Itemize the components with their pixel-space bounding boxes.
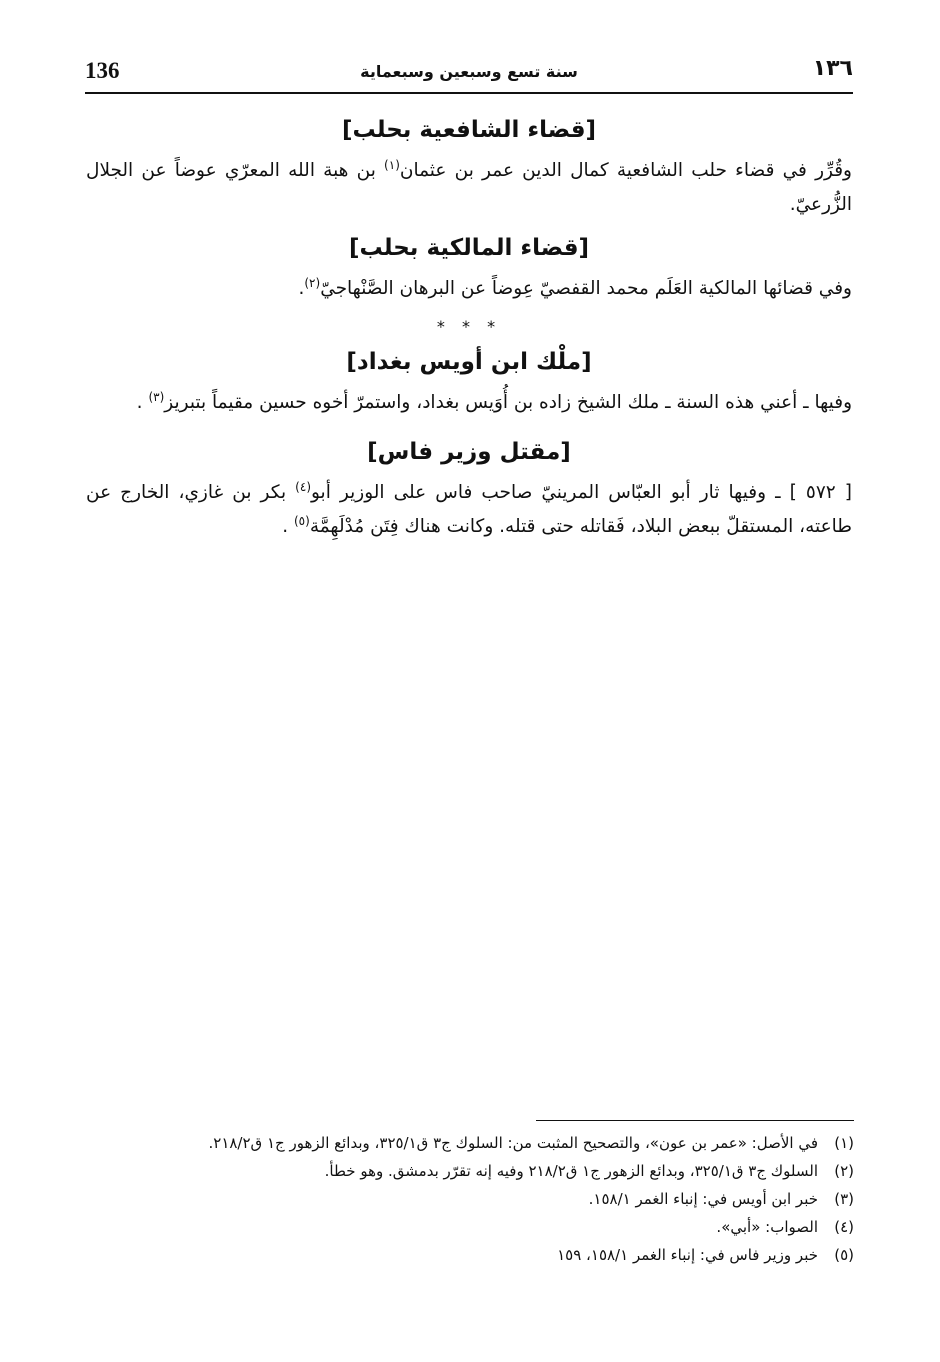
footnote-text: خبر وزير فاس في: إنباء الغمر ١٥٨/١، ١٥٩ [557, 1246, 818, 1264]
page-number-arabic: ١٣٦ [812, 56, 853, 81]
section-title: [مقتل وزير فاس] [367, 439, 571, 465]
section-separator: * * * [436, 317, 502, 336]
footnote-number: (٢) [834, 1162, 854, 1180]
footnote-number: (١) [834, 1134, 854, 1152]
paragraph: وقُرِّر في قضاء حلب الشافعية كمال الدين عمر بن عثمان$^{(١)}$ بن هبة الله المعرّي عوضاً عن الجلال الزُّرعيّ. [86, 157, 852, 215]
footnote-text: خبر ابن أويس في: إنباء الغمر ١٥٨/١. [588, 1190, 818, 1208]
section-shafii-judge [86, 112, 852, 222]
footnotes [86, 1130, 854, 1270]
paragraph: وفيها ـ أعني هذه السنة ـ ملك الشيخ زاده بن أُوَيس بغداد، واستمرّ أخوه حسين مقيماً بتبريز$^{(٣)}$ . [136, 389, 852, 413]
section-title: [قضاء المالكية بحلب] [348, 235, 590, 261]
section-fez-vizier [86, 434, 852, 544]
footnote-text: الصواب: «أبي». [716, 1218, 818, 1236]
page-number-latin: 136 [85, 58, 120, 83]
main-text [86, 112, 852, 552]
header-rule [85, 92, 853, 94]
section-maliki-judge [86, 230, 852, 306]
footnote-ref: (٣) [148, 389, 165, 404]
paragraph: [ ٥٧٢ ] ـ وفيها ثار أبو العبّاس المرينيّ صاحب فاس على الوزير أبو$^{(٤)}$ بكر بن غازي، الخارج عن طاعته، المستقلّ ببعض البلاد، فَقاتله حتى قتله. وكانت هناك فِتَن مُدْلَهِمَّة$^{(٥)}$ . [86, 479, 852, 537]
footnote-ref: (٢) [304, 275, 321, 290]
footnote-ref: (١) [384, 157, 400, 172]
footnote [86, 1158, 854, 1184]
footnote-ref: (٤) [295, 479, 311, 494]
footnote-text: في الأصل: «عمر بن عون»، والتصحيح المثبت من: السلوك ج٣ ق٣٢٥/١، وبدائع الزهور ج١ ق٢١٨/٢. [208, 1134, 818, 1152]
section-baghdad [86, 344, 852, 420]
footnote-ref: (٥) [293, 513, 310, 528]
footnote [86, 1214, 854, 1240]
paragraph: وفي قضائها المالكية العَلَم محمد القفصيّ عِوضاً عن البرهان الصَّنْهاجيّ$^{(٢)}$. [298, 275, 852, 299]
page-header [85, 56, 853, 96]
footnote-number: (٥) [834, 1246, 854, 1264]
footnote-number: (٤) [834, 1218, 854, 1236]
footnote-number: (٣) [834, 1190, 854, 1208]
section-title: [قضاء الشافعية بحلب] [341, 117, 597, 143]
footnote-text: السلوك ج٣ ق٣٢٥/١، وبدائع الزهور ج١ ق٢١٨/٢ وفيه إنه تقرّر بدمشق. وهو خطأ. [324, 1162, 818, 1180]
section-title: [ملْك ابن أويس بغداد] [346, 349, 592, 375]
footnote-rule [536, 1120, 854, 1121]
running-title: سنة تسع وسبعين وسبعماية [360, 62, 578, 81]
footnote [86, 1186, 854, 1212]
footnote [86, 1130, 854, 1156]
footnote [86, 1242, 854, 1268]
